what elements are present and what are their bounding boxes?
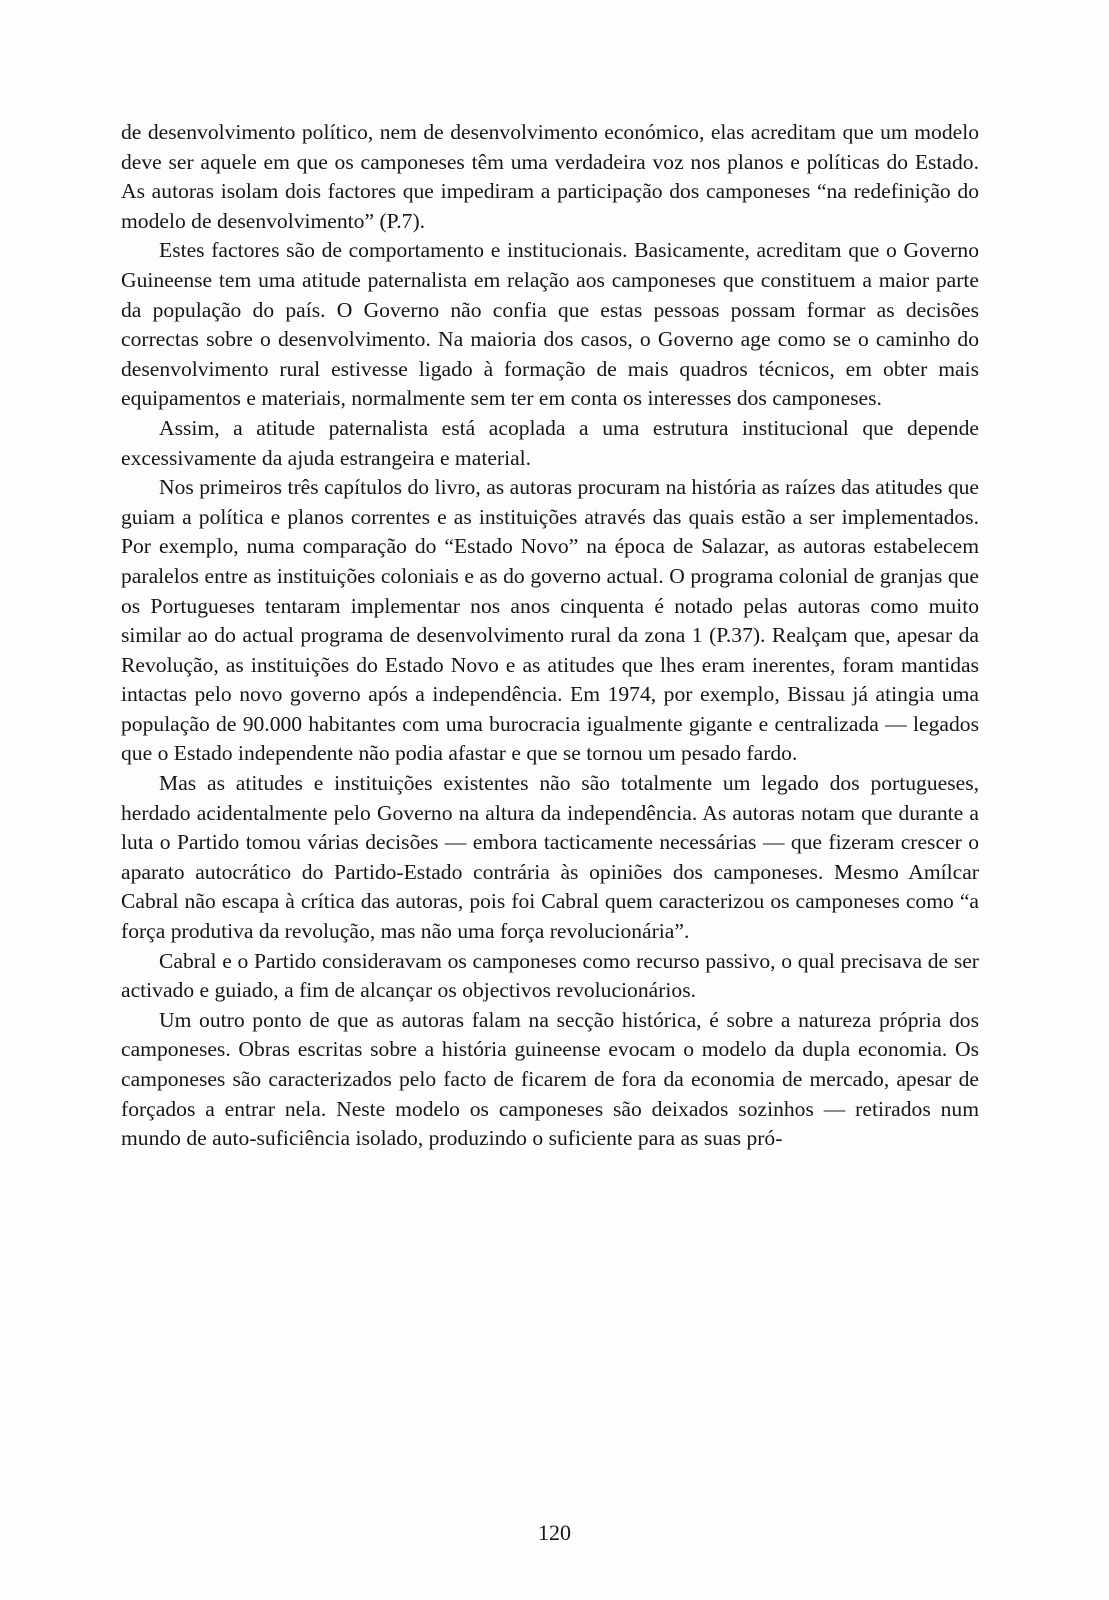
paragraph: Um outro ponto de que as autoras falam na secção histórica, é sobre a natureza própria dos camponeses. Obras escritas sobre a história guineense evocam o modelo da dupla economia. Os camponeses são caracterizados pelo facto de ficarem de fora da economia de mercado, apesar de forçados a entrar nela. Neste modelo os camponeses são deixados sozinhos — retirados num mundo de auto-suficiência isolado, produzindo o suficiente para as suas pró- xyxy=(121,1007,979,1151)
body-text xyxy=(121,118,979,1154)
paragraph: Mas as atitudes e instituições existentes não são totalmente um legado dos portugueses, herdado acidentalmente pelo Governo na altura da independência. As autoras notam que durante a luta o Partido tomou várias decisões — embora tacticamente necessárias — que fizeram crescer o aparato autocrático do Partido-Estado contrária às opiniões dos camponeses. Mesmo Amílcar Cabral não escapa à crítica das autoras, pois foi Cabral quem caracterizou os camponeses como “a força produtiva da revolução, mas não uma força revolucionária”. xyxy=(121,771,979,944)
paragraph: Nos primeiros três capítulos do livro, as autoras procuram na história as raízes das atitudes que guiam a política e planos correntes e as instituições através das quais estão a ser implementados. Por exemplo, numa comparação do “Estado Novo” na época de Salazar, as autoras estabelecem paralelos entre as instituições coloniais e as do governo actual. O programa colonial de granjas que os Portugueses tentaram implementar nos anos cinquenta é notado pelas autoras como muito similar ao do actual programa de desenvolvimento rural da zona 1 (P.37). Realçam que, apesar da Revolução, as instituições do Estado Novo e as atitudes que lhes eram inerentes, foram mantidas intactas pelo novo governo após a independência. Em 1974, por exemplo, Bissau já atingia uma população de 90.000 habitantes com uma burocracia igualmente gigante e centralizada — legados que o Estado independente não podia afastar e que se tornou um pesado fardo. xyxy=(121,475,979,766)
paragraph: Cabral e o Partido consideravam os camponeses como recurso passivo, o qual precisava de ser activado e guiado, a fim de alcançar os objectivos revolucionários. xyxy=(121,948,979,1003)
page-number: 120 xyxy=(538,1520,571,1545)
paragraph: de desenvolvimento político, nem de desenvolvimento económico, elas acreditam que um modelo deve ser aquele em que os camponeses têm uma verdadeira voz nos planos e políticas do Estado. As autoras isolam dois factores que impediram a participação dos camponeses “na redefinição do modelo de desenvolvimento” (P.7). xyxy=(121,120,979,233)
paragraph: Assim, a atitude paternalista está acoplada a uma estrutura institucional que depende excessivamente da ajuda estrangeira e material. xyxy=(121,415,979,470)
paragraph: Estes factores são de comportamento e institucionais. Basicamente, acreditam que o Governo Guineense tem uma atitude paternalista em relação aos camponeses que constituem a maior parte da população do país. O Governo não confia que estas pessoas possam formar as decisões correctas sobre o desenvolvimento. Na maioria dos casos, o Governo age como se o caminho do desenvolvimento rural estivesse ligado à formação de mais quadros técnicos, em obter mais equipamentos e materiais, normalmente sem ter em conta os interesses dos camponeses. xyxy=(121,238,979,411)
